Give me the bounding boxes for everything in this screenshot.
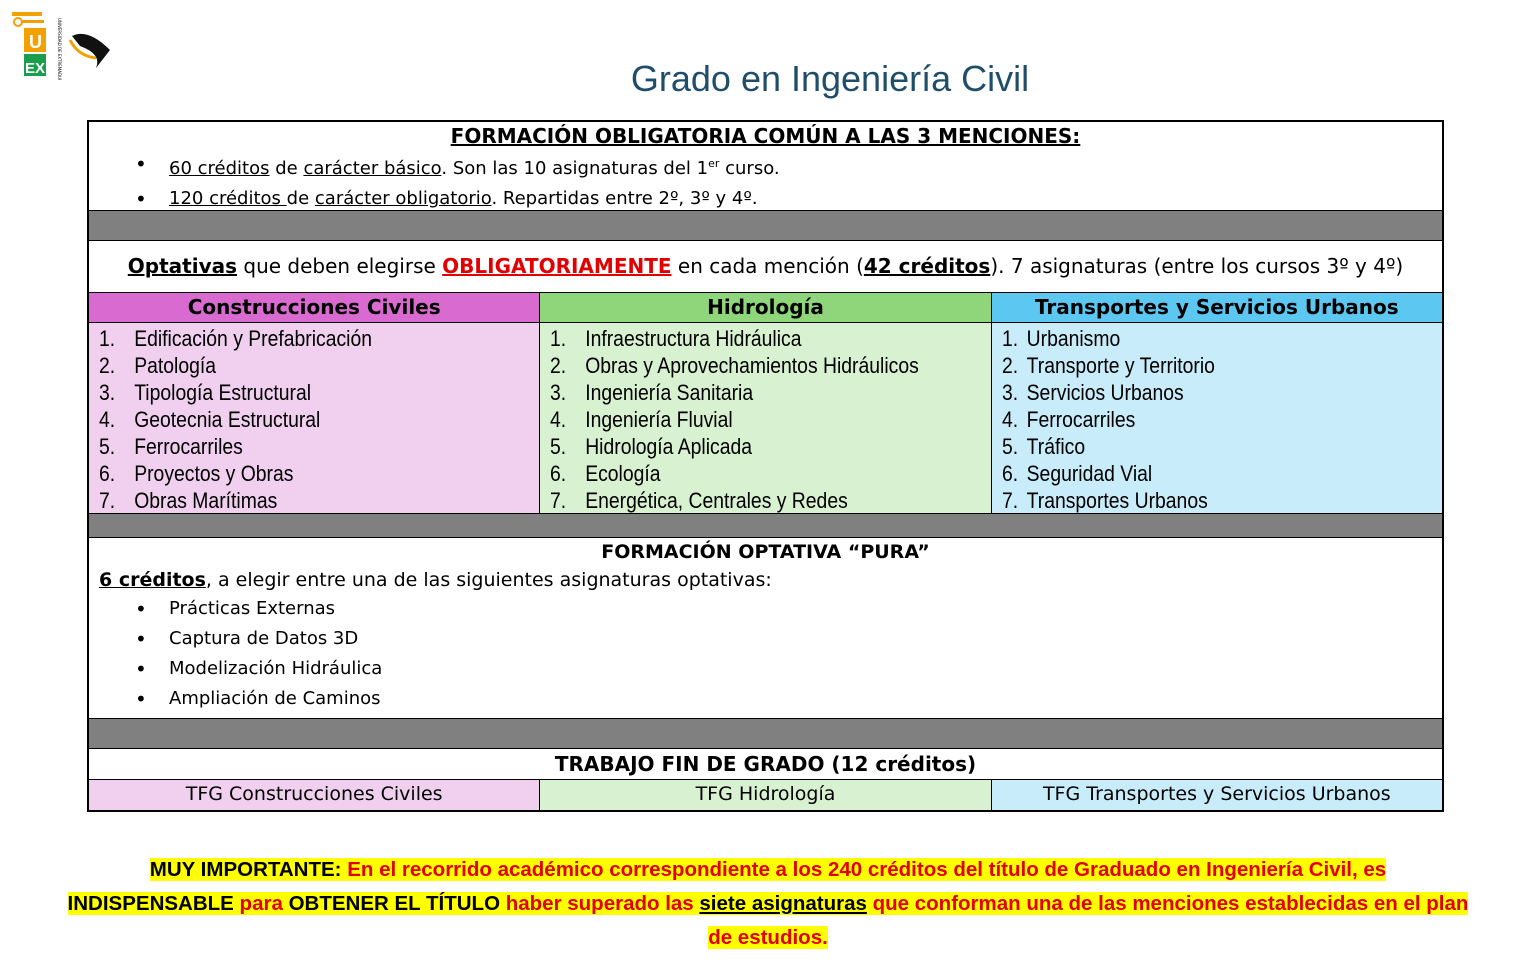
pura-item: • Modelización Hidráulica	[169, 654, 1442, 684]
pura-heading: FORMACIÓN OPTATIVA “PURA”	[601, 541, 930, 563]
tfg-row	[89, 780, 1442, 810]
tfg-construcciones: TFG Construcciones Civiles	[89, 780, 539, 810]
obligatoria-bullet-2: • 120 créditos de carácter obligatorio. Repartidas entre 2º, 3º y 4º.	[169, 184, 1442, 214]
pura-item: • Prácticas Externas	[169, 594, 1442, 624]
list-item: 6. Proyectos y Obras	[99, 461, 294, 486]
list-item: 4. Ingeniería Fluvial	[550, 407, 733, 432]
list-item: 4. Geotecnia Estructural	[99, 407, 321, 432]
list-item: 4. Ferrocarriles	[1001, 407, 1135, 432]
list-item: 6. Ecología	[550, 461, 661, 486]
svg-text:EX: EX	[25, 60, 46, 77]
separator-bar	[89, 514, 1442, 538]
list-item: 7. Transportes Urbanos	[1001, 488, 1208, 513]
tfg-heading: TRABAJO FIN DE GRADO (12 créditos)	[89, 749, 1442, 780]
mencion-list-hidrologia	[539, 323, 990, 513]
mencion-header-construcciones: Construcciones Civiles	[89, 293, 539, 322]
obligatoria-heading: FORMACIÓN OBLIGATORIA COMÚN A LAS 3 MENCIONES:	[450, 124, 1081, 148]
list-item: 1. Edificación y Prefabricación	[99, 326, 373, 351]
mencion-header-transportes: Transportes y Servicios Urbanos	[991, 293, 1442, 322]
pura-item: • Ampliación de Caminos	[169, 684, 1442, 714]
obligatoria-bullet-1: • 60 créditos de carácter básico. Son las 10 asignaturas del 1er curso.	[169, 149, 1442, 184]
mencion-list-transportes	[991, 323, 1442, 513]
tfg-transportes: TFG Transportes y Servicios Urbanos	[991, 780, 1442, 810]
list-item: 2. Obras y Aprovechamientos Hidráulicos	[550, 353, 920, 378]
list-item: 6. Seguridad Vial	[1001, 461, 1152, 486]
svg-text:U: U	[29, 32, 42, 52]
list-item: 7. Energética, Centrales y Redes	[550, 488, 849, 513]
study-plan-table	[87, 120, 1444, 812]
list-item: 5. Tráfico	[1001, 434, 1085, 459]
pura-item: • Captura de Datos 3D	[169, 624, 1442, 654]
menciones-header-row	[89, 293, 1442, 323]
page-title: Grado en Ingeniería Civil	[630, 58, 1030, 99]
list-item: 7. Obras Marítimas	[99, 488, 278, 513]
optativas-line: Optativas que deben elegirse OBLIGATORIAMENTE en cada mención (42 créditos). 7 asignaturas (entre los cursos 3º y 4º)	[89, 241, 1442, 293]
menciones-lists-row	[89, 323, 1442, 514]
list-item: 3. Ingeniería Sanitaria	[550, 380, 754, 405]
separator-bar	[89, 719, 1442, 749]
list-item: 3. Tipología Estructural	[99, 380, 312, 405]
svg-text:UNIVERSIDAD DE EXTREMADURA: UNIVERSIDAD DE EXTREMADURA	[57, 18, 62, 80]
important-notice: MUY IMPORTANTE: En el recorrido académico correspondiente a los 240 créditos del título de Graduado en Ingeniería Civil, es INDISPENSABLE para OBTENER EL TÍTULO haber superado las siete asignaturas que conforman una de las menciones establecidas en el plan de estudios.	[67, 858, 1469, 949]
list-item: 3. Servicios Urbanos	[1001, 380, 1184, 405]
list-item: 2. Transporte y Territorio	[1001, 353, 1215, 378]
separator-bar	[89, 211, 1442, 241]
list-item: 1. Infraestructura Hidráulica	[550, 326, 802, 351]
mencion-list-construcciones	[89, 323, 539, 513]
pura-section	[89, 538, 1442, 719]
tfg-hidrologia: TFG Hidrología	[539, 780, 990, 810]
list-item: 5. Hidrología Aplicada	[550, 434, 753, 459]
list-item: 5. Ferrocarriles	[99, 434, 243, 459]
pura-subtitle: 6 créditos, a elegir entre una de las siguientes asignaturas optativas:	[99, 569, 772, 591]
list-item: 1. Urbanismo	[1001, 326, 1120, 351]
mencion-header-hidrologia: Hidrología	[539, 293, 990, 322]
list-item: 2. Patología	[99, 353, 217, 378]
obligatoria-section	[89, 122, 1442, 211]
